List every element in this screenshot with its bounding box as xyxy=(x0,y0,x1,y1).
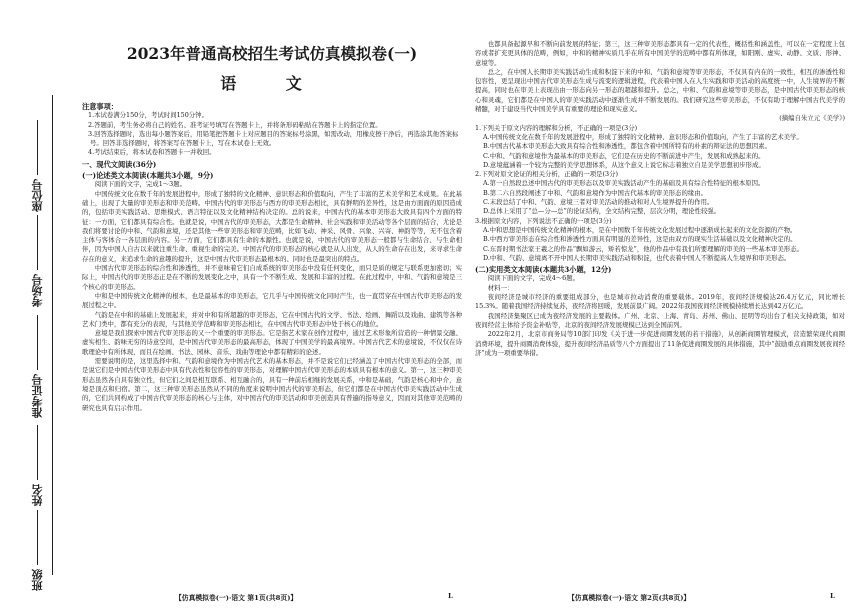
page2-footer: 【仿真模拟卷(一)·语文 第2页(共8页)】 xyxy=(568,594,691,602)
notice-item: 3.回答选择题时，选出每小题答案后，用铅笔把答题卡上对应题目的答案标号涂黑，如需改动，用橡皮擦干净后，再选涂其他答案标号。回答非选择题时，将答案写在答题卡上，写在本试卷上无效。 xyxy=(88,129,459,148)
passage-paragraph: 中国传统文化在数千年的发展进程中，形成了独特的文化精神、意识形态和价值取向，产生了丰富的艺术美学和艺术成果。在此基础上，出现了大量的审美形态和审美范畴。中国古代的审美形态与西方的审美形态相比，具有鲜明的差异性，这是由方面面的原因造成的，包括审美实践活动、思维模式、语言特征以及文化精神结构决定的。总的说来，中国古代的基本审美形态大致具有四个方面的特征：一方面，它们都具有综合性。也就是说，中国古代的审美形态，大都是生命精神、社会实践和审美活动等各个层面的结合，尤论是我们将要讨论的中和、气韵和意境，还是其他一些审美形态和审美范畴，比如飞动、神采、风骨、兴象、兴寄、神韵等等，无不包含着主体与客体合一各层面的内容。另一方面，它们都具有生命的本源性。也就是说，中国古代的审美形态一般都与生命结合、与生命相伴，因为中国人自古以来就注重生命、重视生命的完美。中国古代的审美形态的核心就是从人出发，从人的生命存在出发，来寻求生命存在的意义，来追求生命的意趣的提升，这是中国古代审美形态最根本的、同时也是最突出的特点。 xyxy=(82,189,462,263)
question-option: A.中和思想是中国传统文化精神的根本，是在中国数千年传统文化发展过程中逐渐成长起来的文化资源的产物。 xyxy=(483,225,797,234)
question-option: C.东晋时期书法家王羲之的作品“飘如游云，矫若惊龙”，他的作品中有我们所要理解的审美的一些基本审美形态。 xyxy=(483,244,803,253)
question-option: B.中西方审美形态在综合性和渗透性方面具有明显的差异性，这是由双方的现实生活基础以及文化精神决定的。 xyxy=(483,235,797,244)
material-paragraph: 夜间经济是城市经济的重要组成部分，也是城市拉动消费的重要载体。2019年，夜间经济规模达26.4万亿元，同比增长15.3%。随着我国经济持续复苏，夜经济将回暖，发展前景广阔。2022年我国夜间经济规模持续增长达到42万亿元。 xyxy=(475,293,845,311)
material-heading: 材料一： xyxy=(487,283,514,292)
section-heading: 一、现代文阅读(36分) xyxy=(82,159,157,169)
class-field[interactable] xyxy=(30,510,46,591)
page1-footer: 【仿真模拟卷(一)·语文 第1页(共8页)】 xyxy=(175,594,298,602)
question xyxy=(475,170,845,216)
subsection-heading: (一)论述类文本阅读(本题共3小题，9分) xyxy=(82,171,214,181)
question-option: D.总体上采用了“总—分—总”的论证结构，全文结构完整，层次分明，理论性较强。 xyxy=(483,207,721,216)
question-option: A.中国传统文化在数千年的发展进程中，形成了独特的文化精神、意识形态和价值取向，产生了丰富的艺术美学。 xyxy=(483,132,803,141)
question-option: A.第一自然段总述中国古代的审美形态以及审美实践活动产生的基础及具有综合性特征的根本原因。 xyxy=(483,179,765,188)
class-label: 班级 xyxy=(31,569,44,591)
passage-paragraph: 总之，在中国人长期审美实践活动生成和积淀下来的中和、气韵和意境等审美形态，不仅具有内在的一致性，相互的渗透性和包容性，更呈现出中国古代审美形态生成与流变的逻辑进程，代表着中国人在人生实践和审美活动的高度统一中，人生境界的不断提高，同时也在审美上表现出由一形态向另一形态的超越和提升。总之，中和、气韵和意境等审美形态，是中国古代审美形态的核心和灵魂，它们都是在中国人的审美实践活动中逐渐生成并不断发展的。我们研究这些审美形态，不仅有助于理解中国古代美学的精髓，对于建设当代中国美学具有重要的理论和现实意义。 xyxy=(475,67,845,114)
ticket-number-field[interactable] xyxy=(30,315,46,418)
material-paragraph: 2022年2月，北京市商务局等10部门印发《关于进一步促进商圈发展的若干措施》，从创新商圈管理模式，营造繁荣现代商圈消费环境，提升商圈消费体验，提升夜间经济品质等八个方面提出了11条促进商圈发展的具体措施，其中“鼓励重点商圈发展夜间经济”成为一项重要举措。 xyxy=(475,330,845,357)
page2-column xyxy=(475,40,845,358)
passage-paragraph: 也都具备起源早和不断向前发展的特征；第三，这三种审美形态都具有一定的代表性，概括性和涵盖性，可以在一定程度上包容或者扩充更具体的范畴，例如，中和的精神实质几乎在所有中国美学的范畴中都有所体现，如阳刚、虚实、动静、文质、形神、意境等。 xyxy=(475,40,845,67)
passage-paragraph: 意境是我们探索中国古代审美形态的又一个重要的审美形态。它是指艺术家在创作过程中，通过艺术形象所营造的一种情景交融、虚实相生、韵味无穷的诗意空间，是中国古代审美形态的最高形态，体现了中国美学的最高境界。中国古代艺术的意境说，不仅仅在诗歌理论中有所体现，而且在绘画、书法、园林、音乐、戏曲等理论中都有精彩的论述。 xyxy=(82,329,462,356)
question-option: B.中国古代基本审美形态大致具有综合性和渗透性，都包含着中国所特有的朴素的辩证法的思想因素。 xyxy=(483,142,771,151)
seat-number-label: 座位号 xyxy=(31,179,44,212)
question-stem: 2.下列对原文论证的相关分析，正确的一项是(3分) xyxy=(475,170,618,179)
question-stem: 1.下列关于原文内容的理解和分析，不正确的一项是(3分) xyxy=(475,123,638,132)
question-stem: 3.根据原文内容，下列说法不正确的一项是(3分) xyxy=(475,216,612,225)
question-option: C.中和、气韵和意境作为最基本的审美形态，它们是在历史的不断前进中产生，发展和成熟起来的。 xyxy=(483,151,765,160)
page-title: 2023年普通高校招生考试仿真模拟卷(一) xyxy=(126,44,418,63)
exam-room-label: 考场号 xyxy=(31,274,44,307)
question-option: B.第二六自然段阐述了中和、气韵和意境作为中国古代基本的审美形态的缘由。 xyxy=(483,188,708,197)
question xyxy=(475,124,845,170)
name-label: 姓名 xyxy=(31,484,44,506)
exam-room-field[interactable] xyxy=(30,215,46,307)
instruction-text: 阅读下面的文字，完成1～3题。 xyxy=(94,180,187,189)
passage-paragraph: 气韵是在中和的基础上发展起来，并对中和有所超越的审美形态，它在中国古代的文学、书法、绘画、舞蹈以及戏曲、建筑等各种艺术门类中，都有充分的表现，与其他美学范畴和审美形态相比，在中国古代审美形态中处于核心的地位。 xyxy=(82,310,462,328)
passage-paragraph: 中国古代审美形态的综合性和渗透性，并不意味着它们自成系统的审美形态中没有任何变化，而只是质的规定与联系更加密切；实际上，中国古代的审美形态正是在不断的发展变化之中，具有一个不断生成、发展和丰富的过程。在此过程中，中和、气韵和意境是三个核心的审美形态。 xyxy=(82,264,462,291)
seat-number-field[interactable] xyxy=(30,120,46,212)
binding-margin xyxy=(0,0,78,609)
material-paragraph: 我国经济集聚区已成为夜经济发展的主要载体。广州、北京、上海、青岛、苏州、佛山、昆明等均出台了相关支持政策，如对夜间经营主体给予资金补贴等，北京的夜间经济发展规模已达到全国前列。 xyxy=(475,311,845,329)
notice-item: 1.本试卷满分150分，考试时间150分钟。 xyxy=(88,111,208,120)
ticket-number-label: 准考证号 xyxy=(31,374,44,418)
question-option: C.末段总结了中和、气韵、意境三者对审美活动的推动和对人生境界提升的作用。 xyxy=(483,198,714,207)
instruction-text: 阅读下面的文字，完成4～6题。 xyxy=(487,274,580,283)
question-option: D.中和、气韵、意境离不开中国人长期审美实践活动和积淀，也代表着中国人不断提高人生境界和审美形态。 xyxy=(483,253,791,262)
passage-paragraph: 需要说明的是，这里选择中和、气韵和意境作为中国古代艺术的基本形态，并不是说它们已经涵盖了中国古代审美形态的全部，而是说它们是中国古代审美形态中具有代表性和包容性的审美形态，对理解中国古代审美形态的本质具有根本的意义。第一，这三种审美形态虽然各自具有独立性，但它们之间是相互联系、相互融合的，具有一种前后相继的发展关系，中和是基础，气韵是核心和中介，意境是顶点和归宿。第二，这三种审美形态虽然从不同的角度来说明中国古代的审美形态，但它们都是在中国古代审美实践活动中生成的，它们共同构成了中国古代审美形态的核心与主体，对中国古代的审美活动和审美创造具有普遍的指导意义，因而对其他审美范畴的研究也具有启示作用。 xyxy=(82,357,462,412)
notice-item: 2.答题前，考生务必将自己的姓名、准考证号填写在答题卡上，并将条形码粘贴在答题卡上的指定位置。 xyxy=(88,120,382,129)
question-option: D.意境蕴涵着一个较为完整的美学思想体系，从这个意义上说它标志着独立自足美学思想初步形成。 xyxy=(483,160,765,169)
binding-line xyxy=(52,95,53,575)
notice-heading: 注意事项： xyxy=(82,102,118,111)
subject-title: 语 文 xyxy=(220,74,324,93)
question xyxy=(475,217,845,263)
page1-footer-mark: L xyxy=(448,592,453,600)
notice-item: 4.考试结束后，将本试卷和答题卡一并收回。 xyxy=(88,148,216,157)
passage-paragraph: 中和是中国传统文化精神的根本，也是最基本的审美形态，它几乎与中国传统文化同时产生，也一直贯穿在中国古代审美形态的发展过程之中。 xyxy=(82,291,462,310)
page2-footer-mark: L xyxy=(830,592,835,600)
subsection-heading: (二)实用类文本阅读(本题共3小题，12分) xyxy=(475,265,612,275)
source-attribution: (摘编自朱立元《美学》) xyxy=(779,114,845,123)
name-field[interactable] xyxy=(30,425,46,506)
page1-column xyxy=(82,40,462,413)
